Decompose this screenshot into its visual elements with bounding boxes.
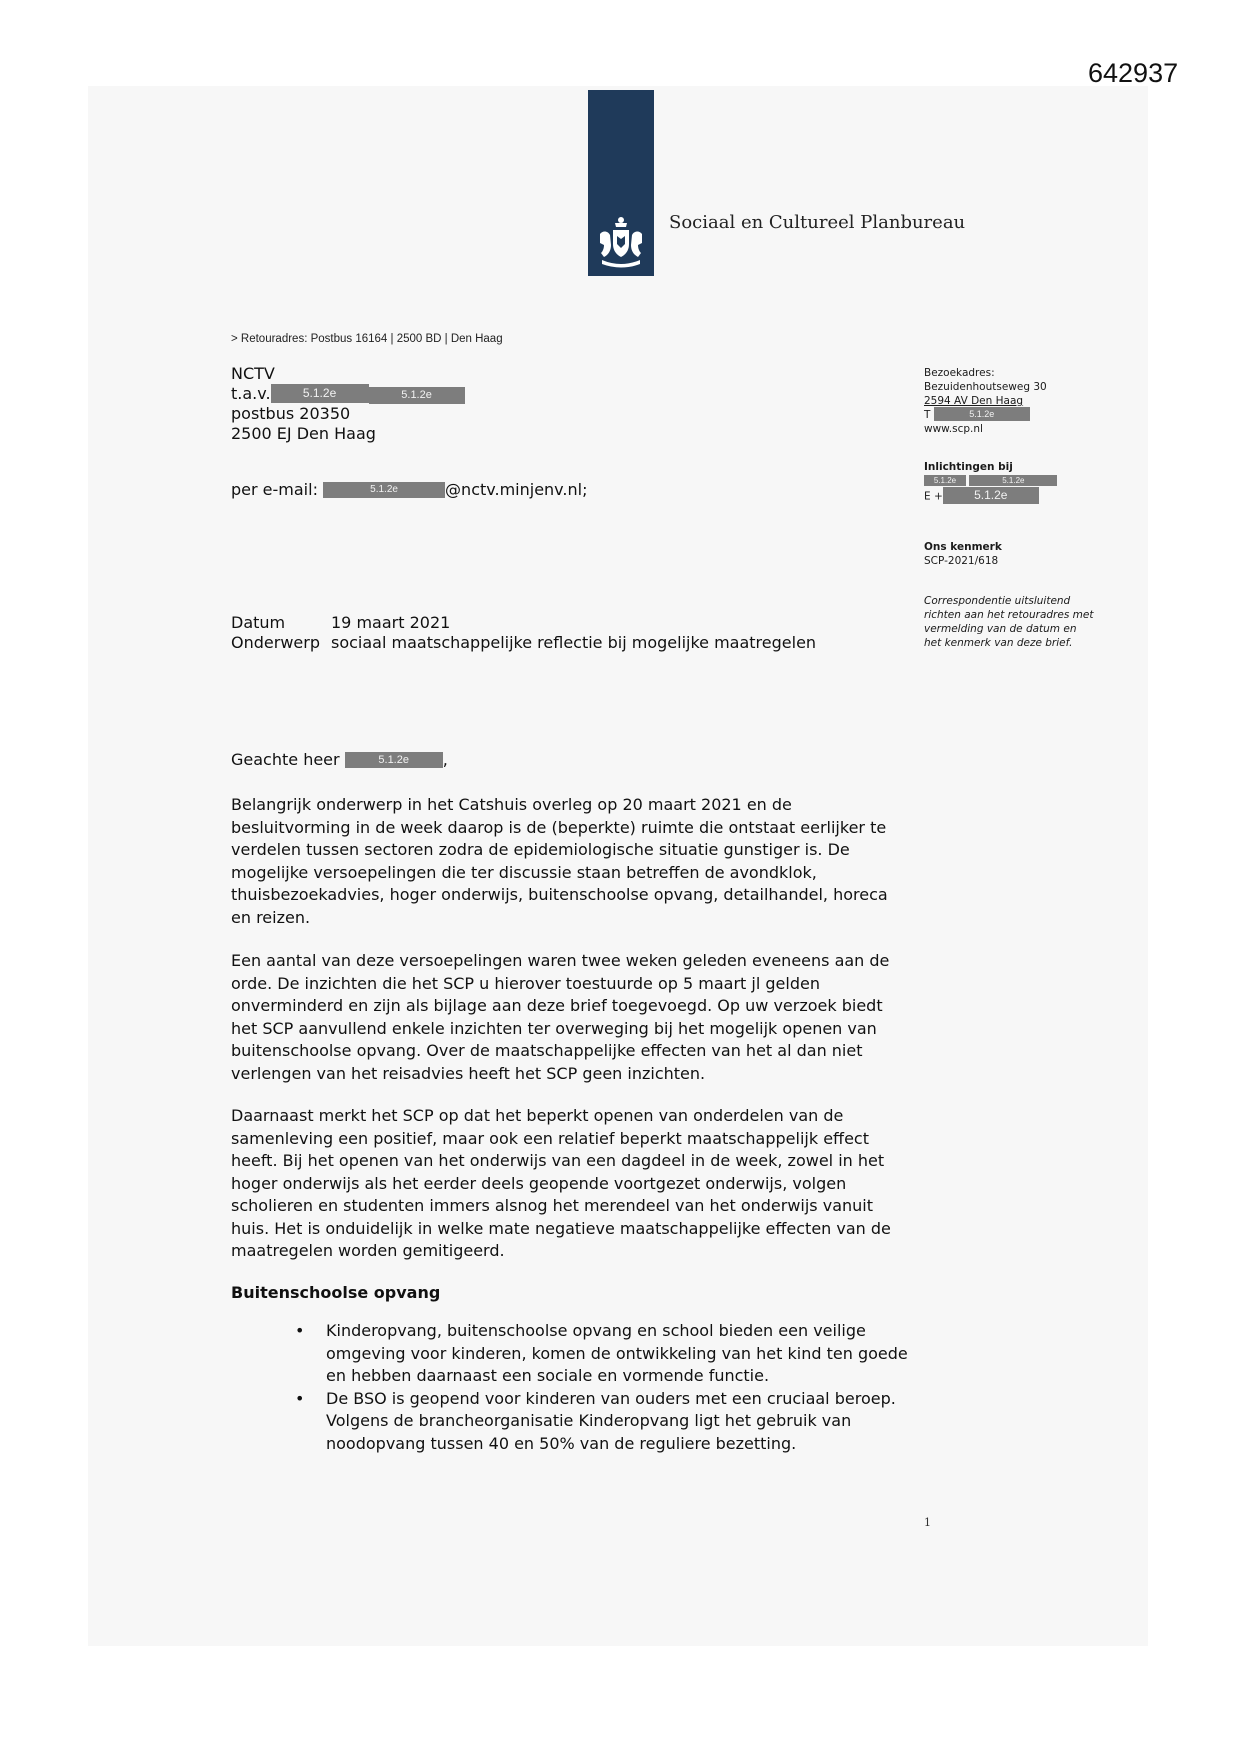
redacted-block: 5.1.2e — [271, 384, 369, 403]
redacted-block: 5.1.2e — [345, 752, 443, 768]
reference-label: Ons kenmerk — [924, 541, 1002, 553]
recipient-postbus: postbus 20350 — [231, 404, 351, 423]
bullet-list — [295, 1320, 911, 1455]
date-row — [231, 613, 450, 632]
redacted-block: 5.1.2e — [369, 387, 465, 404]
paragraph-2: Een aantal van deze versoepelingen waren twee weken geleden eveneens aan de orde. De inzichten die het SCP u hierover toestuurde op 5 maart jl gelden onverminderd en zijn als bijlage aan deze brief toegevoegd. Op uw verzoek biedt het SCP aanvullend enkele inzichten ter overweging bij het mogelijk openen van buitenschoolse opvang. Over de maatschappelijke effecten van het al dan niet verlengen van het reisadvies heeft het SCP geen inzichten. — [231, 951, 890, 1083]
salutation-end: , — [442, 750, 448, 769]
return-address: > Retouradres: Postbus 16164 | 2500 BD | Den Haag — [231, 333, 503, 345]
inquiries-block — [924, 460, 1057, 505]
redacted-block: 5.1.2e — [323, 482, 445, 498]
redacted-block: 5.1.2e — [934, 407, 1030, 421]
recipient-attention — [231, 384, 465, 404]
visit-postcode: 2594 AV Den Haag — [924, 395, 1024, 407]
inquiries-name — [924, 474, 1057, 488]
inquiries-email-prefix: E + — [924, 490, 943, 503]
organization-name: Sociaal en Cultureel Planbureau — [669, 212, 966, 233]
redacted-block: 5.1.2e — [924, 475, 966, 486]
list-item: • Kinderopvang, buitenschoolse opvang en school bieden een veilige omgeving voor kinderen, komen de ontwikkeling van het kind ten goede en hebben daarnaast een sociale en vormende functie. — [295, 1320, 911, 1388]
rijksoverheid-logo — [588, 90, 654, 276]
recipient-name: NCTV — [231, 364, 275, 383]
section-title: Buitenschoolse opvang — [231, 1283, 441, 1302]
email-domain: @nctv.minjenv.nl; — [445, 480, 588, 499]
redacted-block: 5.1.2e — [969, 475, 1057, 486]
salutation-text: Geachte heer — [231, 750, 340, 769]
subject-label: Onderwerp — [231, 633, 320, 652]
redacted-block: 5.1.2e — [943, 487, 1039, 504]
paragraph-3: Daarnaast merkt het SCP op dat het beperkt openen van onderdelen van de samenleving een positief, maar ook een relatief beperkt maatschappelijk effect heeft. Bij het openen van het onderwijs van een dagdeel in de week, zowel in het hoger onderwijs als het eerder deels geopende voortgezet onderwijs, volgen scholieren en studenten immers alsnog het merendeel van het onderwijs vanuit huis. Het is onduidelijk in welke mate negatieve maatschappelijke effecten van de maatregelen worden gemitigeerd. — [231, 1106, 891, 1260]
date-value: 19 maart 2021 — [331, 613, 451, 632]
email-prefix: per e-mail: — [231, 480, 318, 499]
date-label: Datum — [231, 613, 286, 632]
document-number: 642937 — [1088, 58, 1179, 88]
subject-value: sociaal maatschappelijke reflectie bij mogelijke maatregelen — [331, 633, 817, 652]
recipient-email — [231, 480, 587, 500]
salutation — [231, 750, 448, 769]
paragraph-1: Belangrijk onderwerp in het Catshuis overleg op 20 maart 2021 en de besluitvorming in de week daarop is de (beperkte) ruimte die ontstaat eerlijker te verdelen tussen sectoren zodra de epidemiologische situatie gunstiger is. De mogelijke versoepelingen die ter discussie staan betreffen de avondklok, thuisbezoekadvies, hoger onderwijs, buitenschoolse opvang, detailhandel, horeca en reizen. — [231, 795, 888, 927]
reference-block — [924, 540, 1002, 568]
visit-label: Bezoekadres: — [924, 367, 995, 379]
page-number: 1 — [924, 1516, 931, 1529]
subject-row — [231, 633, 816, 652]
reference-value: SCP-2021/618 — [924, 555, 999, 567]
correspondence-note: Correspondentie uitsluitend richten aan het retouradres met vermelding van de datum en het kenmerk van deze brief. — [924, 595, 1094, 649]
visit-address-block — [924, 366, 1047, 436]
visit-street: Bezuidenhoutseweg 30 — [924, 381, 1047, 393]
coat-of-arms-icon — [592, 214, 650, 270]
visit-phone — [924, 408, 1047, 422]
attention-prefix: t.a.v. — [231, 384, 271, 403]
phone-prefix: T — [924, 409, 931, 421]
inquiries-label: Inlichtingen bij — [924, 461, 1013, 473]
list-item: • De BSO is geopend voor kinderen van ouders met een cruciaal beroep. Volgens de brancheorganisatie Kinderopvang ligt het gebruik van noodopvang tussen 40 en 50% van de reguliere bezetting. — [295, 1388, 911, 1456]
inquiries-email — [924, 488, 1057, 505]
recipient-city: 2500 EJ Den Haag — [231, 424, 376, 443]
website-link[interactable]: www.scp.nl — [924, 423, 983, 435]
